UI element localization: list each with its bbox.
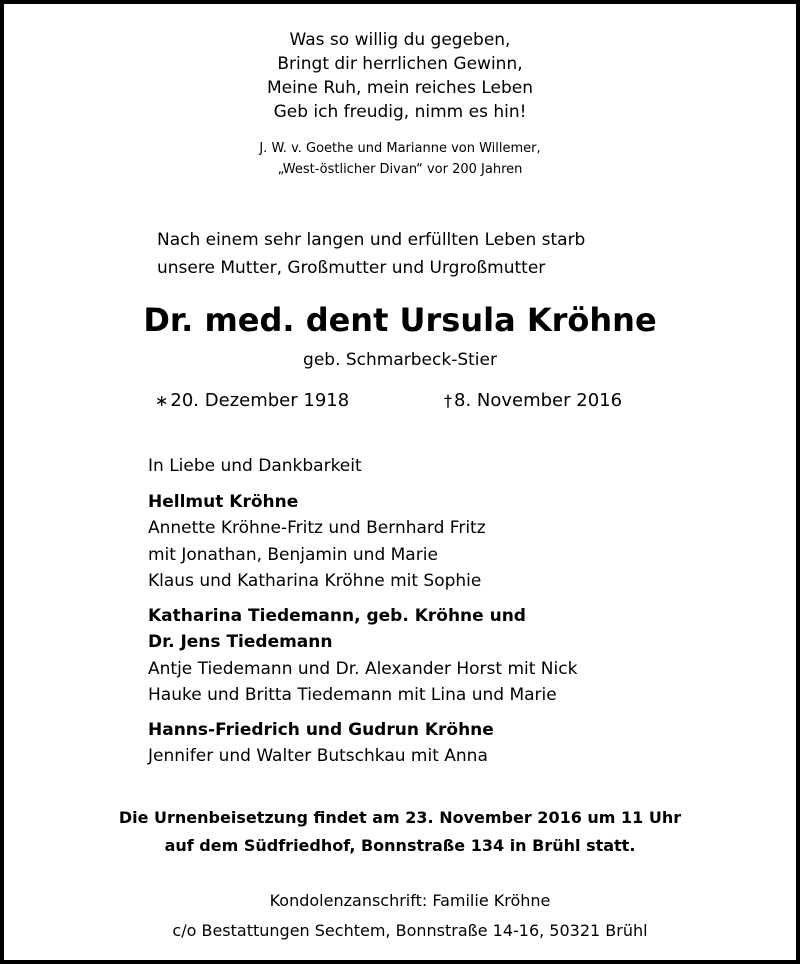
mourner-head: Hellmut Kröhne <box>148 491 299 512</box>
mourner-member: Klaus und Katharina Kröhne mit Sophie <box>148 571 482 591</box>
mourners-list <box>148 453 748 770</box>
source-line: J. W. v. Goethe und Marianne von Willemer, <box>259 141 541 156</box>
star-icon: ∗ <box>155 391 169 410</box>
intro-line: unsere Mutter, Großmutter und Urgroßmutter <box>157 258 546 278</box>
death-date-text: 8. November 2016 <box>454 390 623 411</box>
cross-icon: † <box>444 391 452 410</box>
mourner-member: Annette Kröhne-Fritz und Bernhard Fritz <box>148 518 486 538</box>
poem-line: Meine Ruh, mein reiches Leben <box>266 78 534 98</box>
birth-name: geb. Schmarbeck-Stier <box>303 350 497 370</box>
poem <box>0 28 800 124</box>
birth-date <box>155 388 349 414</box>
poem-line: Was so willig du gegeben, <box>289 30 511 50</box>
mourner-member: mit Jonathan, Benjamin und Marie <box>148 544 438 565</box>
mourner-head: Katharina Tiedemann, geb. Kröhne und <box>148 605 526 626</box>
poem-source <box>0 138 800 180</box>
poem-line: Geb ich freudig, nimm es hin! <box>273 102 527 122</box>
condolence-address <box>0 886 800 946</box>
burial-line: Die Urnenbeisetzung findet am 23. November 2016 um 11 Uhr <box>118 808 682 827</box>
mourner-member: Hauke und Britta Tiedemann mit Lina und Marie <box>148 685 557 705</box>
contact-line: Kondolenzanschrift: Familie Kröhne <box>269 891 551 910</box>
birth-date-text: 20. Dezember 1918 <box>170 390 350 411</box>
mourner-member: Antje Tiedemann und Dr. Alexander Horst mit Nick <box>148 658 578 679</box>
death-date <box>444 388 622 414</box>
mourner-member: Jennifer und Walter Butschkau mit Anna <box>148 746 488 766</box>
contact-line: c/o Bestattungen Sechtem, Bonnstraße 14-16, 50321 Brühl <box>172 921 648 940</box>
deceased-name: Dr. med. dent Ursula Kröhne <box>143 301 657 339</box>
intro-text <box>157 226 757 282</box>
poem-line: Bringt dir herrlichen Gewinn, <box>277 54 523 74</box>
intro-line: Nach einem sehr langen und erfüllten Leben starb <box>157 230 586 250</box>
mourner-head: Hanns-Friedrich und Gudrun Kröhne <box>148 719 494 740</box>
burial-line: auf dem Südfriedhof, Bonnstraße 134 in Brühl statt. <box>164 836 636 855</box>
burial-notice <box>0 804 800 860</box>
mourners-heading: In Liebe und Dankbarkeit <box>148 456 362 476</box>
mourner-head: Dr. Jens Tiedemann <box>148 632 333 652</box>
source-line: „West-östlicher Divan“ vor 200 Jahren <box>277 162 523 177</box>
